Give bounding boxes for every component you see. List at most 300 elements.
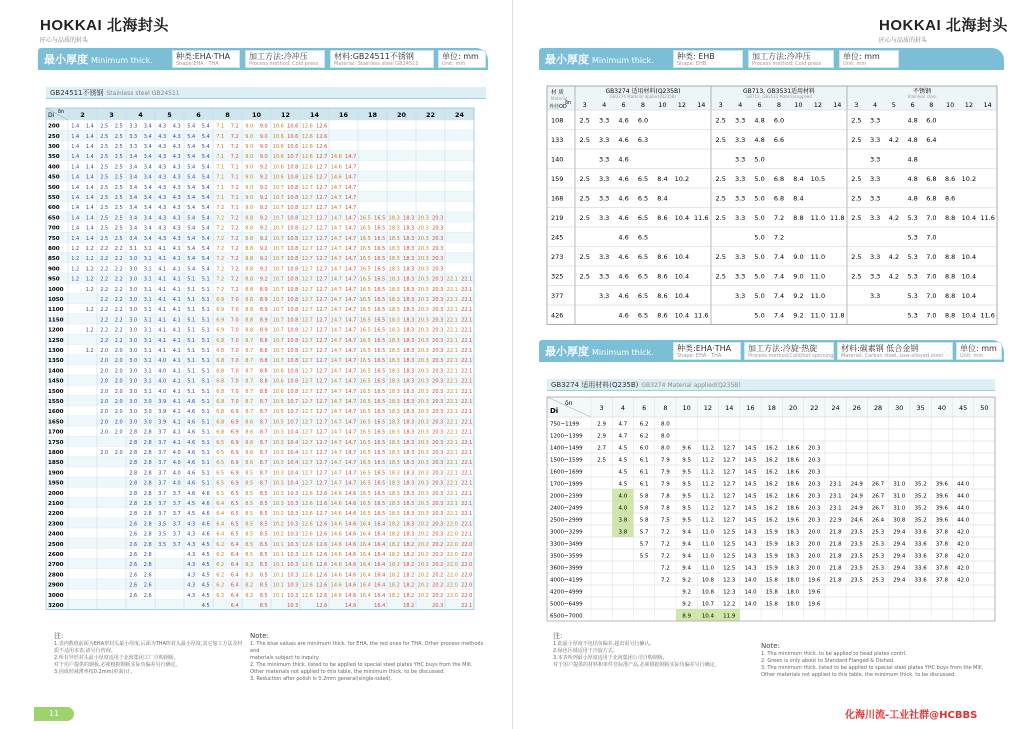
cell-value: 2.0 (114, 429, 123, 436)
cell-value: 3.7 (172, 531, 181, 538)
cell-value: 20.2 (417, 541, 429, 548)
cell-value: 3.3 (598, 272, 610, 281)
cell-value: 14.6 (330, 521, 342, 528)
cell-value: 9.0 (259, 123, 268, 130)
cell-value: 35.2 (914, 493, 927, 500)
cell-value: 9.2 (793, 292, 804, 300)
cell-value: 16.4 (359, 592, 371, 599)
cell-value: 10.4 (674, 292, 690, 300)
cell-value: 5.4 (201, 246, 210, 252)
cell-value: 10.8 (287, 205, 299, 212)
right-page (512, 0, 1024, 729)
cell-value: 20.3 (417, 490, 429, 497)
cell-value: 12.7 (301, 439, 313, 446)
cell-value: 15.8 (765, 589, 778, 596)
cell-value: 4.1 (172, 368, 181, 375)
row-od: 140 (551, 155, 564, 164)
cell-value: 3.4 (143, 184, 152, 191)
cell-value: 7.2 (773, 214, 785, 222)
cell-value: 4.3 (172, 225, 181, 232)
cell-value: 39.6 (935, 493, 948, 500)
cell-value: 4.1 (158, 317, 167, 324)
cell-value: 8.9 (259, 297, 268, 303)
cell-value: 22.1 (461, 409, 473, 416)
row-di: 200 (48, 123, 60, 130)
cell-value: 4.3 (172, 154, 181, 161)
cell-value: 10.1 (272, 562, 284, 569)
cell-value: 16.5 (374, 419, 386, 426)
cell-value: 3.7 (172, 521, 181, 528)
cell-value: 7.0 (230, 327, 239, 334)
cell-value: 14.3 (744, 541, 757, 548)
cell-value: 21.8 (829, 577, 842, 584)
cell-value: 8.8 (245, 286, 254, 293)
cell-value: 22.1 (446, 409, 458, 416)
cell-value: 6.1 (639, 481, 649, 488)
cell-value: 5.1 (201, 286, 210, 293)
cell-value: 16.5 (374, 327, 386, 334)
cell-value: 11.0 (810, 214, 826, 222)
col-header: 10 (658, 101, 667, 109)
cell-value: 16.4 (374, 541, 386, 548)
cell-value: 16.5 (359, 297, 371, 303)
cell-value: 22.1 (446, 327, 458, 334)
cell-value: 6.0 (926, 116, 937, 125)
cell-value: 4.0 (172, 450, 181, 456)
cell-value: 20.2 (417, 521, 429, 528)
cell-value: 22.1 (461, 429, 473, 436)
cell-value: 7.2 (230, 154, 239, 161)
unit-box: 单位: mm Unit: mm (956, 342, 1002, 360)
cell-value: 3.1 (143, 348, 152, 354)
cell-value: 4.1 (172, 419, 181, 426)
cell-value: 2.5 (851, 136, 862, 144)
cell-value: 10.8 (287, 317, 299, 324)
cell-value: 16.2 (765, 457, 778, 464)
cell-value: 2.0 (114, 409, 123, 416)
cell-value: 18.3 (388, 266, 400, 273)
cell-value: 2.0 (100, 419, 109, 426)
cell-value: 20.2 (417, 582, 429, 589)
row-di: 4000~4199 (550, 577, 583, 584)
cell-value: 16.2 (765, 493, 778, 500)
cell-value: 3.8 (618, 517, 628, 524)
cell-value: 7.1 (216, 195, 225, 201)
cell-value: 7.0 (230, 378, 239, 385)
cell-value: 8.5 (259, 511, 268, 518)
cell-value: 8.9 (259, 327, 268, 334)
cell-value: 18.3 (403, 256, 415, 263)
cell-value: 2.5 (114, 184, 123, 191)
col-header: 10 (251, 111, 262, 119)
cell-value: 22.0 (461, 562, 473, 569)
cell-value: 3.4 (129, 154, 138, 161)
cell-value: 5.3 (907, 292, 918, 300)
cell-value: 4.3 (172, 133, 181, 140)
group-name: 不锈钢 (912, 88, 932, 95)
cell-value: 7.2 (230, 246, 239, 252)
cell-value: 42.0 (956, 529, 970, 536)
cell-value: 1.4 (85, 133, 94, 140)
cell-value: 2.5 (114, 144, 123, 150)
col-header: 2 (80, 111, 85, 119)
cell-value: 5.1 (201, 460, 210, 467)
cell-value: 7.2 (230, 256, 239, 263)
cell-value: 14.7 (330, 450, 342, 456)
cell-value: 12.7 (316, 174, 328, 181)
cell-value: 4.3 (158, 133, 167, 140)
cell-value: 20.0 (808, 529, 821, 536)
col-header: 20 (788, 404, 798, 412)
cell-value: 12.7 (301, 348, 313, 354)
cell-value: 10.7 (272, 276, 284, 283)
cell-value: 22.1 (446, 450, 458, 456)
cell-value: 12.6 (301, 154, 313, 161)
cell-value: 2.2 (114, 327, 123, 334)
cell-value: 9.0 (259, 133, 268, 140)
cell-value: 4.5 (201, 603, 210, 609)
cell-value: 3.1 (143, 286, 152, 293)
cell-value: 12.7 (316, 286, 328, 293)
cell-value: 11.6 (980, 214, 995, 222)
cell-value: 5.4 (187, 154, 196, 161)
cell-value: 7.1 (230, 195, 239, 201)
cell-value: 4.0 (158, 378, 167, 385)
cell-value: 2.0 (100, 368, 109, 375)
cell-value: 16.4 (374, 582, 386, 589)
cell-value: 3.4 (129, 174, 138, 181)
cell-value: 18.3 (403, 317, 415, 324)
cell-value: 8.8 (245, 327, 254, 334)
cell-value: 5.8 (639, 493, 649, 500)
cell-value: 4.6 (187, 490, 196, 497)
cell-value: 2.2 (100, 286, 109, 293)
cell-value: 5.4 (187, 205, 196, 212)
row-od: 245 (551, 233, 564, 242)
cell-value: 3.1 (143, 317, 152, 324)
cell-value: 2.5 (100, 174, 109, 181)
cell-value: 2.2 (114, 297, 123, 303)
cell-value: 2.6 (129, 531, 138, 538)
cell-value: 20.3 (432, 460, 444, 467)
cell-value: 2.0 (100, 348, 109, 354)
row-di: 500 (48, 184, 60, 191)
cell-value: 8.5 (259, 552, 268, 558)
cell-value: 14.6 (345, 541, 357, 548)
cell-value: 23.1 (829, 505, 842, 512)
cell-value: 6.5 (637, 253, 649, 261)
cell-value: 10.7 (272, 266, 284, 273)
cell-value: 20.3 (417, 297, 429, 303)
cell-value: 12.6 (301, 582, 313, 589)
cell-value: 8.7 (259, 480, 268, 487)
cell-value: 4.5 (618, 469, 628, 476)
cell-value: 10.1 (272, 552, 284, 558)
cell-value: 16.4 (374, 603, 386, 609)
row-di: 2800 (48, 572, 64, 579)
cell-value: 12.7 (723, 505, 736, 512)
cell-value: 3.1 (143, 337, 152, 344)
cell-value: 12.6 (316, 582, 328, 589)
cell-value: 2.5 (114, 215, 123, 222)
cell-value: 16.5 (359, 215, 371, 222)
cell-value: 14.7 (345, 388, 357, 395)
cell-value: 18.3 (388, 429, 400, 436)
cell-value: 10.7 (287, 399, 299, 405)
cell-value: 4.1 (172, 297, 181, 303)
cell-value: 20.3 (417, 480, 429, 487)
cell-value: 4.1 (158, 276, 167, 283)
cell-value: 16.5 (374, 368, 386, 375)
cell-value: 4.6 (187, 429, 196, 436)
row-od: 168 (551, 194, 564, 203)
cell-value: 3.3 (869, 272, 881, 281)
cell-value: 14.7 (345, 358, 357, 365)
cell-value: 8.8 (245, 276, 254, 283)
cell-value: 12.5 (723, 541, 736, 548)
cell-value: 18.2 (403, 603, 415, 609)
cell-value: 14.3 (744, 529, 757, 536)
cell-value: 15.8 (765, 601, 778, 608)
cell-value: 3.3 (598, 155, 610, 164)
cell-value: 11.8 (830, 311, 845, 320)
cell-value: 33.6 (914, 529, 927, 536)
cell-value: 7.4 (773, 311, 785, 320)
cell-value: 20.3 (417, 470, 429, 477)
cell-value: 18.3 (403, 501, 415, 507)
cell-value: 4.3 (172, 235, 181, 242)
cell-value: 3.7 (158, 450, 167, 456)
cell-value: 2.5 (100, 133, 109, 140)
cell-value: 3.0 (143, 399, 152, 405)
cell-value: 12.7 (301, 246, 313, 252)
cell-value: 20.3 (417, 327, 429, 334)
cell-value: 2.5 (100, 195, 109, 201)
cell-value: 6.6 (773, 136, 785, 144)
cell-value: 3.4 (143, 144, 152, 150)
cell-value: 20.3 (432, 246, 444, 252)
cell-value: 18.3 (388, 317, 400, 324)
cell-value: 2.6 (129, 592, 138, 599)
cell-value: 4.8 (907, 136, 918, 144)
cell-value: 20.3 (432, 297, 444, 303)
cell-value: 12.7 (316, 266, 328, 273)
cell-value: 6.4 (216, 501, 225, 507)
cell-value: 10.3 (287, 603, 299, 609)
cell-value: 12.7 (316, 307, 328, 314)
cell-value: 5.1 (201, 388, 210, 395)
cell-value: 31.0 (893, 481, 906, 488)
cell-value: 12.6 (301, 531, 313, 538)
cell-value: 14.7 (330, 235, 342, 242)
cell-value: 5.4 (187, 123, 196, 130)
row-di: 2400~2499 (550, 505, 583, 512)
cell-value: 5.0 (754, 194, 765, 203)
cell-value: 16.5 (359, 470, 371, 477)
cell-value: 8.6 (245, 450, 254, 456)
cell-value: 7.2 (230, 276, 239, 283)
cell-value: 9.2 (259, 225, 268, 232)
cell-value: 15.9 (765, 553, 778, 560)
cell-value: 4.3 (158, 123, 167, 130)
cell-value: 14.6 (345, 572, 357, 579)
cell-value: 3.1 (143, 378, 152, 385)
cell-value: 2.5 (715, 116, 726, 125)
cell-value: 1.4 (71, 174, 80, 181)
cell-value: 14.0 (744, 601, 757, 608)
cell-value: 2.0 (100, 409, 109, 416)
cell-value: 3.4 (143, 164, 152, 171)
group-name: GB3274 适用材料(Q235B) (605, 88, 681, 95)
cell-value: 7.2 (216, 235, 225, 242)
cell-value: 9.0 (245, 174, 254, 181)
cell-value: 9.5 (682, 505, 692, 512)
cell-value: 5.4 (187, 215, 196, 222)
col-header: 24 (454, 111, 465, 119)
cell-value: 16.5 (374, 256, 386, 263)
cell-value: 4.3 (158, 174, 167, 181)
cell-value: 20.3 (432, 439, 444, 446)
cell-value: 12.7 (316, 368, 328, 375)
cell-value: 14.5 (744, 505, 757, 512)
cell-value: 23.5 (850, 577, 863, 584)
cell-value: 12.7 (316, 195, 328, 201)
cell-value: 18.3 (403, 419, 415, 426)
cell-value: 14.5 (744, 457, 757, 464)
cell-value: 5.4 (201, 164, 210, 171)
cell-value: 9.0 (259, 144, 268, 150)
cell-value: 4.5 (201, 562, 210, 569)
cell-value: 18.2 (388, 562, 400, 569)
row-od: 426 (551, 311, 564, 320)
cell-value: 11.0 (810, 292, 826, 300)
cell-value: 10.3 (287, 511, 299, 518)
cell-value: 8.7 (245, 348, 254, 354)
cell-value: 3.3 (598, 175, 610, 183)
col-header: 45 (958, 404, 968, 412)
row-di: 1900 (48, 470, 64, 477)
col-header: 28 (873, 404, 883, 412)
cell-value: 3.5 (158, 541, 167, 548)
cell-value: 4.5 (618, 481, 628, 488)
cell-value: 23.1 (829, 493, 842, 500)
cell-value: 14.7 (345, 184, 357, 191)
cell-value: 22.0 (446, 562, 458, 569)
cell-value: 23.5 (850, 565, 863, 572)
cell-value: 35.2 (914, 481, 927, 488)
cell-value: 12.7 (316, 225, 328, 232)
cell-value: 20.0 (808, 553, 821, 560)
cell-value: 2.5 (114, 225, 123, 232)
cell-value: 16.2 (765, 481, 778, 488)
cell-value: 14.7 (330, 266, 342, 273)
cell-value: 10.4 (961, 292, 977, 300)
cell-value: 22.1 (461, 399, 473, 405)
cell-value: 3.4 (143, 195, 152, 201)
cell-value: 18.3 (403, 399, 415, 405)
cell-value: 12.7 (316, 337, 328, 344)
cell-value: 3.4 (129, 164, 138, 171)
cell-value: 33.6 (914, 541, 927, 548)
cell-value: 1.4 (71, 154, 80, 161)
cell-value: 22.1 (446, 286, 458, 293)
cell-value: 18.3 (388, 215, 400, 222)
cell-value: 5.3 (907, 233, 918, 242)
cell-value: 4.1 (158, 348, 167, 354)
cell-value: 18.6 (786, 493, 800, 500)
cell-value: 4.1 (172, 327, 181, 334)
cell-value: 15.9 (765, 565, 778, 572)
cell-value: 4.3 (187, 582, 196, 589)
cell-value: 10.2 (272, 521, 284, 528)
cell-value: 2.8 (143, 490, 152, 497)
cell-value: 5.4 (201, 215, 210, 222)
row-di: 400 (48, 164, 60, 171)
cell-value: 2.5 (100, 164, 109, 171)
cell-value: 4.3 (187, 562, 196, 569)
cell-value: 22.1 (446, 470, 458, 477)
cell-value: 2.5 (100, 235, 109, 242)
cell-value: 20.3 (432, 358, 444, 365)
cell-value: 20.3 (432, 286, 444, 293)
cell-value: 1.4 (85, 184, 94, 191)
table-subtitle: GB24511不锈钢 Stainless steel GB24511 (46, 87, 486, 99)
cell-value: 16.4 (359, 562, 371, 569)
cell-value: 10.8 (287, 276, 299, 283)
cell-value: 1.4 (85, 205, 94, 212)
cell-value: 4.5 (201, 592, 210, 599)
cell-value: 22.0 (446, 521, 458, 528)
cell-value: 2.5 (114, 235, 123, 242)
cell-value: 14.7 (330, 317, 342, 324)
cell-value: 9.0 (245, 184, 254, 191)
row-od: 219 (551, 214, 564, 222)
cell-value: 3.7 (158, 460, 167, 467)
cell-value: 7.2 (216, 225, 225, 232)
cell-value: 4.3 (158, 144, 167, 150)
cell-value: 4.0 (618, 493, 628, 500)
cell-value: 12.6 (316, 531, 328, 538)
row-di: 1500 (48, 388, 64, 395)
cell-value: 10.7 (287, 419, 299, 426)
cell-value: 4.1 (172, 439, 181, 446)
cell-value: 16.5 (374, 388, 386, 395)
cell-value: 18.3 (388, 419, 400, 426)
cell-value: 12.6 (316, 552, 328, 558)
cell-value: 20.3 (417, 256, 429, 263)
cell-value: 20.2 (432, 592, 444, 599)
cell-value: 22.0 (446, 552, 458, 558)
od-label: 外径OD (549, 104, 567, 110)
cell-value: 20.3 (432, 450, 444, 456)
cell-value: 12.6 (316, 133, 328, 140)
cell-value: 10.4 (961, 272, 977, 281)
cell-value: 3.0 (129, 307, 138, 314)
cell-value: 3.4 (143, 235, 152, 242)
cell-value: 10.8 (287, 215, 299, 222)
kind-box: 种类:EHA·THA Shape:EHA · THA (172, 50, 240, 68)
cell-value: 18.3 (403, 531, 415, 538)
cell-value: 4.3 (158, 215, 167, 222)
cell-value: 5.7 (639, 529, 649, 536)
cell-value: 3.4 (129, 184, 138, 191)
cell-value: 2.8 (129, 511, 138, 518)
cell-value: 2.5 (579, 272, 590, 281)
cell-value: 20.2 (432, 582, 444, 589)
cell-value: 10.7 (701, 601, 715, 608)
cell-value: 22.0 (461, 592, 473, 599)
cell-value: 14.7 (330, 399, 342, 405)
